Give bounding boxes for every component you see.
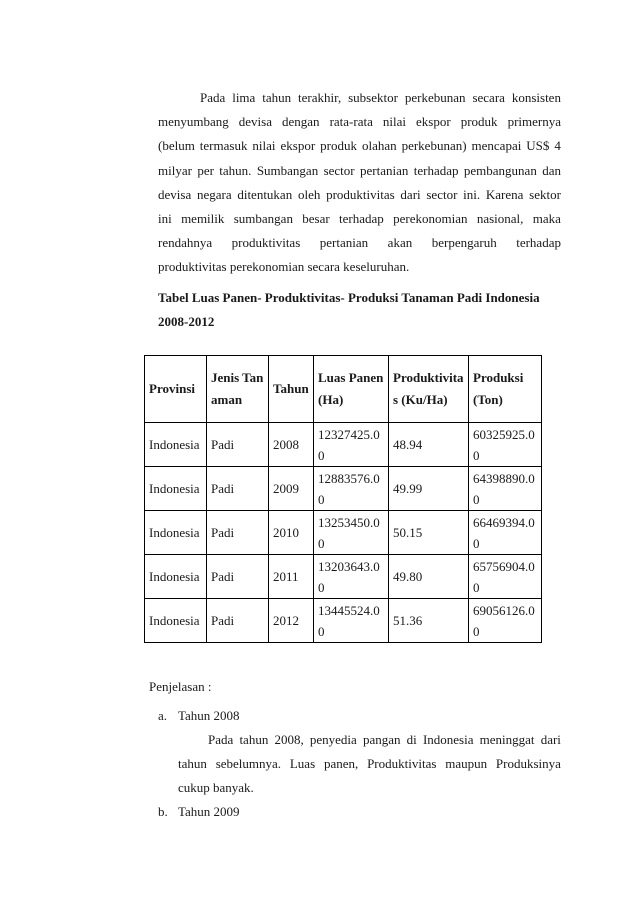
cell-jenis: Padi: [207, 555, 269, 599]
cell-tahun: 2010: [269, 511, 314, 555]
table-row: [145, 423, 542, 467]
cell-luas: 12327425.00: [314, 423, 389, 467]
cell-provinsi: Indonesia: [145, 423, 207, 467]
cell-produktivitas: 50.15: [389, 511, 469, 555]
list-heading: Tahun 2008: [178, 708, 240, 723]
table-row: [145, 555, 542, 599]
header-provinsi: Provinsi: [145, 356, 207, 423]
cell-provinsi: Indonesia: [145, 511, 207, 555]
table-header-row: [145, 356, 542, 423]
cell-provinsi: Indonesia: [145, 467, 207, 511]
cell-tahun: 2011: [269, 555, 314, 599]
intro-line: menyumbang devisa dengan rata-rata nilai ekspor produk primernya: [158, 114, 561, 130]
list-heading: Tahun 2009: [178, 804, 240, 819]
intro-line: ini memilik sumbangan besar terhadap perekonomian nasional, maka: [158, 210, 561, 226]
cell-produktivitas: 48.94: [389, 423, 469, 467]
cell-tahun: 2012: [269, 599, 314, 643]
list-line: tahun sebelumnya. Luas panen, Produktivitas maupun Produksinya: [178, 756, 561, 771]
cell-jenis: Padi: [207, 423, 269, 467]
list-line: Pada tahun 2008, penyedia pangan di Indonesia meninggat dari: [208, 732, 561, 747]
intro-line: rendahnya produktivitas pertanian akan berpengaruh terhadap: [158, 235, 561, 251]
cell-luas: 12883576.00: [314, 467, 389, 511]
header-produktivitas: Produktivitas (Ku/Ha): [389, 356, 469, 423]
cell-luas: 13203643.00: [314, 555, 389, 599]
cell-provinsi: Indonesia: [145, 599, 207, 643]
cell-tahun: 2008: [269, 423, 314, 467]
table-row: [145, 467, 542, 511]
list-item: [158, 800, 561, 824]
cell-produktivitas: 51.36: [389, 599, 469, 643]
list-marker: b.: [158, 804, 168, 819]
table-title-line: 2008-2012: [158, 314, 215, 329]
header-tahun: Tahun: [269, 356, 314, 423]
cell-luas: 13253450.00: [314, 511, 389, 555]
list-body: [158, 728, 561, 800]
table-title: [158, 286, 568, 334]
cell-jenis: Padi: [207, 467, 269, 511]
cell-jenis: Padi: [207, 599, 269, 643]
cell-produktivitas: 49.99: [389, 467, 469, 511]
cell-provinsi: Indonesia: [145, 555, 207, 599]
intro-line: (belum termasuk nilai ekspor produk olahan perkebunan) mencapai US$ 4: [158, 138, 561, 154]
cell-produksi: 64398890.00: [469, 467, 542, 511]
intro-line: milyar per tahun. Sumbangan sector pertanian terhadap pembangunan dan: [158, 162, 561, 178]
intro-line: devisa negara ditentukan oleh produktivitas dari sector ini. Karena sektor: [158, 186, 561, 202]
cell-tahun: 2009: [269, 467, 314, 511]
intro-line: Pada lima tahun terakhir, subsektor perkebunan secara konsisten: [200, 90, 561, 105]
cell-jenis: Padi: [207, 511, 269, 555]
intro-line: produktivitas perekonomian secara keseluruhan.: [158, 259, 410, 275]
cell-produksi: 69056126.00: [469, 599, 542, 643]
harvest-table: [144, 355, 542, 643]
explanation-list: [158, 704, 561, 824]
cell-produksi: 66469394.00: [469, 511, 542, 555]
list-item: [158, 704, 561, 800]
cell-luas: 13445524.00: [314, 599, 389, 643]
cell-produksi: 65756904.00: [469, 555, 542, 599]
list-line: cukup banyak.: [178, 780, 254, 795]
intro-paragraph: [158, 86, 561, 280]
header-luas-panen: Luas Panen (Ha): [314, 356, 389, 423]
list-marker: a.: [158, 708, 168, 723]
table-row: [145, 599, 542, 643]
header-jenis-tanaman: Jenis Tanaman: [207, 356, 269, 423]
cell-produksi: 60325925.00: [469, 423, 542, 467]
header-produksi: Produksi (Ton): [469, 356, 542, 423]
table-title-line: Tabel Luas Panen- Produktivitas- Produksi Tanaman Padi Indonesia: [158, 290, 540, 305]
explanation-label: Penjelasan :: [149, 679, 212, 694]
cell-produktivitas: 49.80: [389, 555, 469, 599]
table-row: [145, 511, 542, 555]
